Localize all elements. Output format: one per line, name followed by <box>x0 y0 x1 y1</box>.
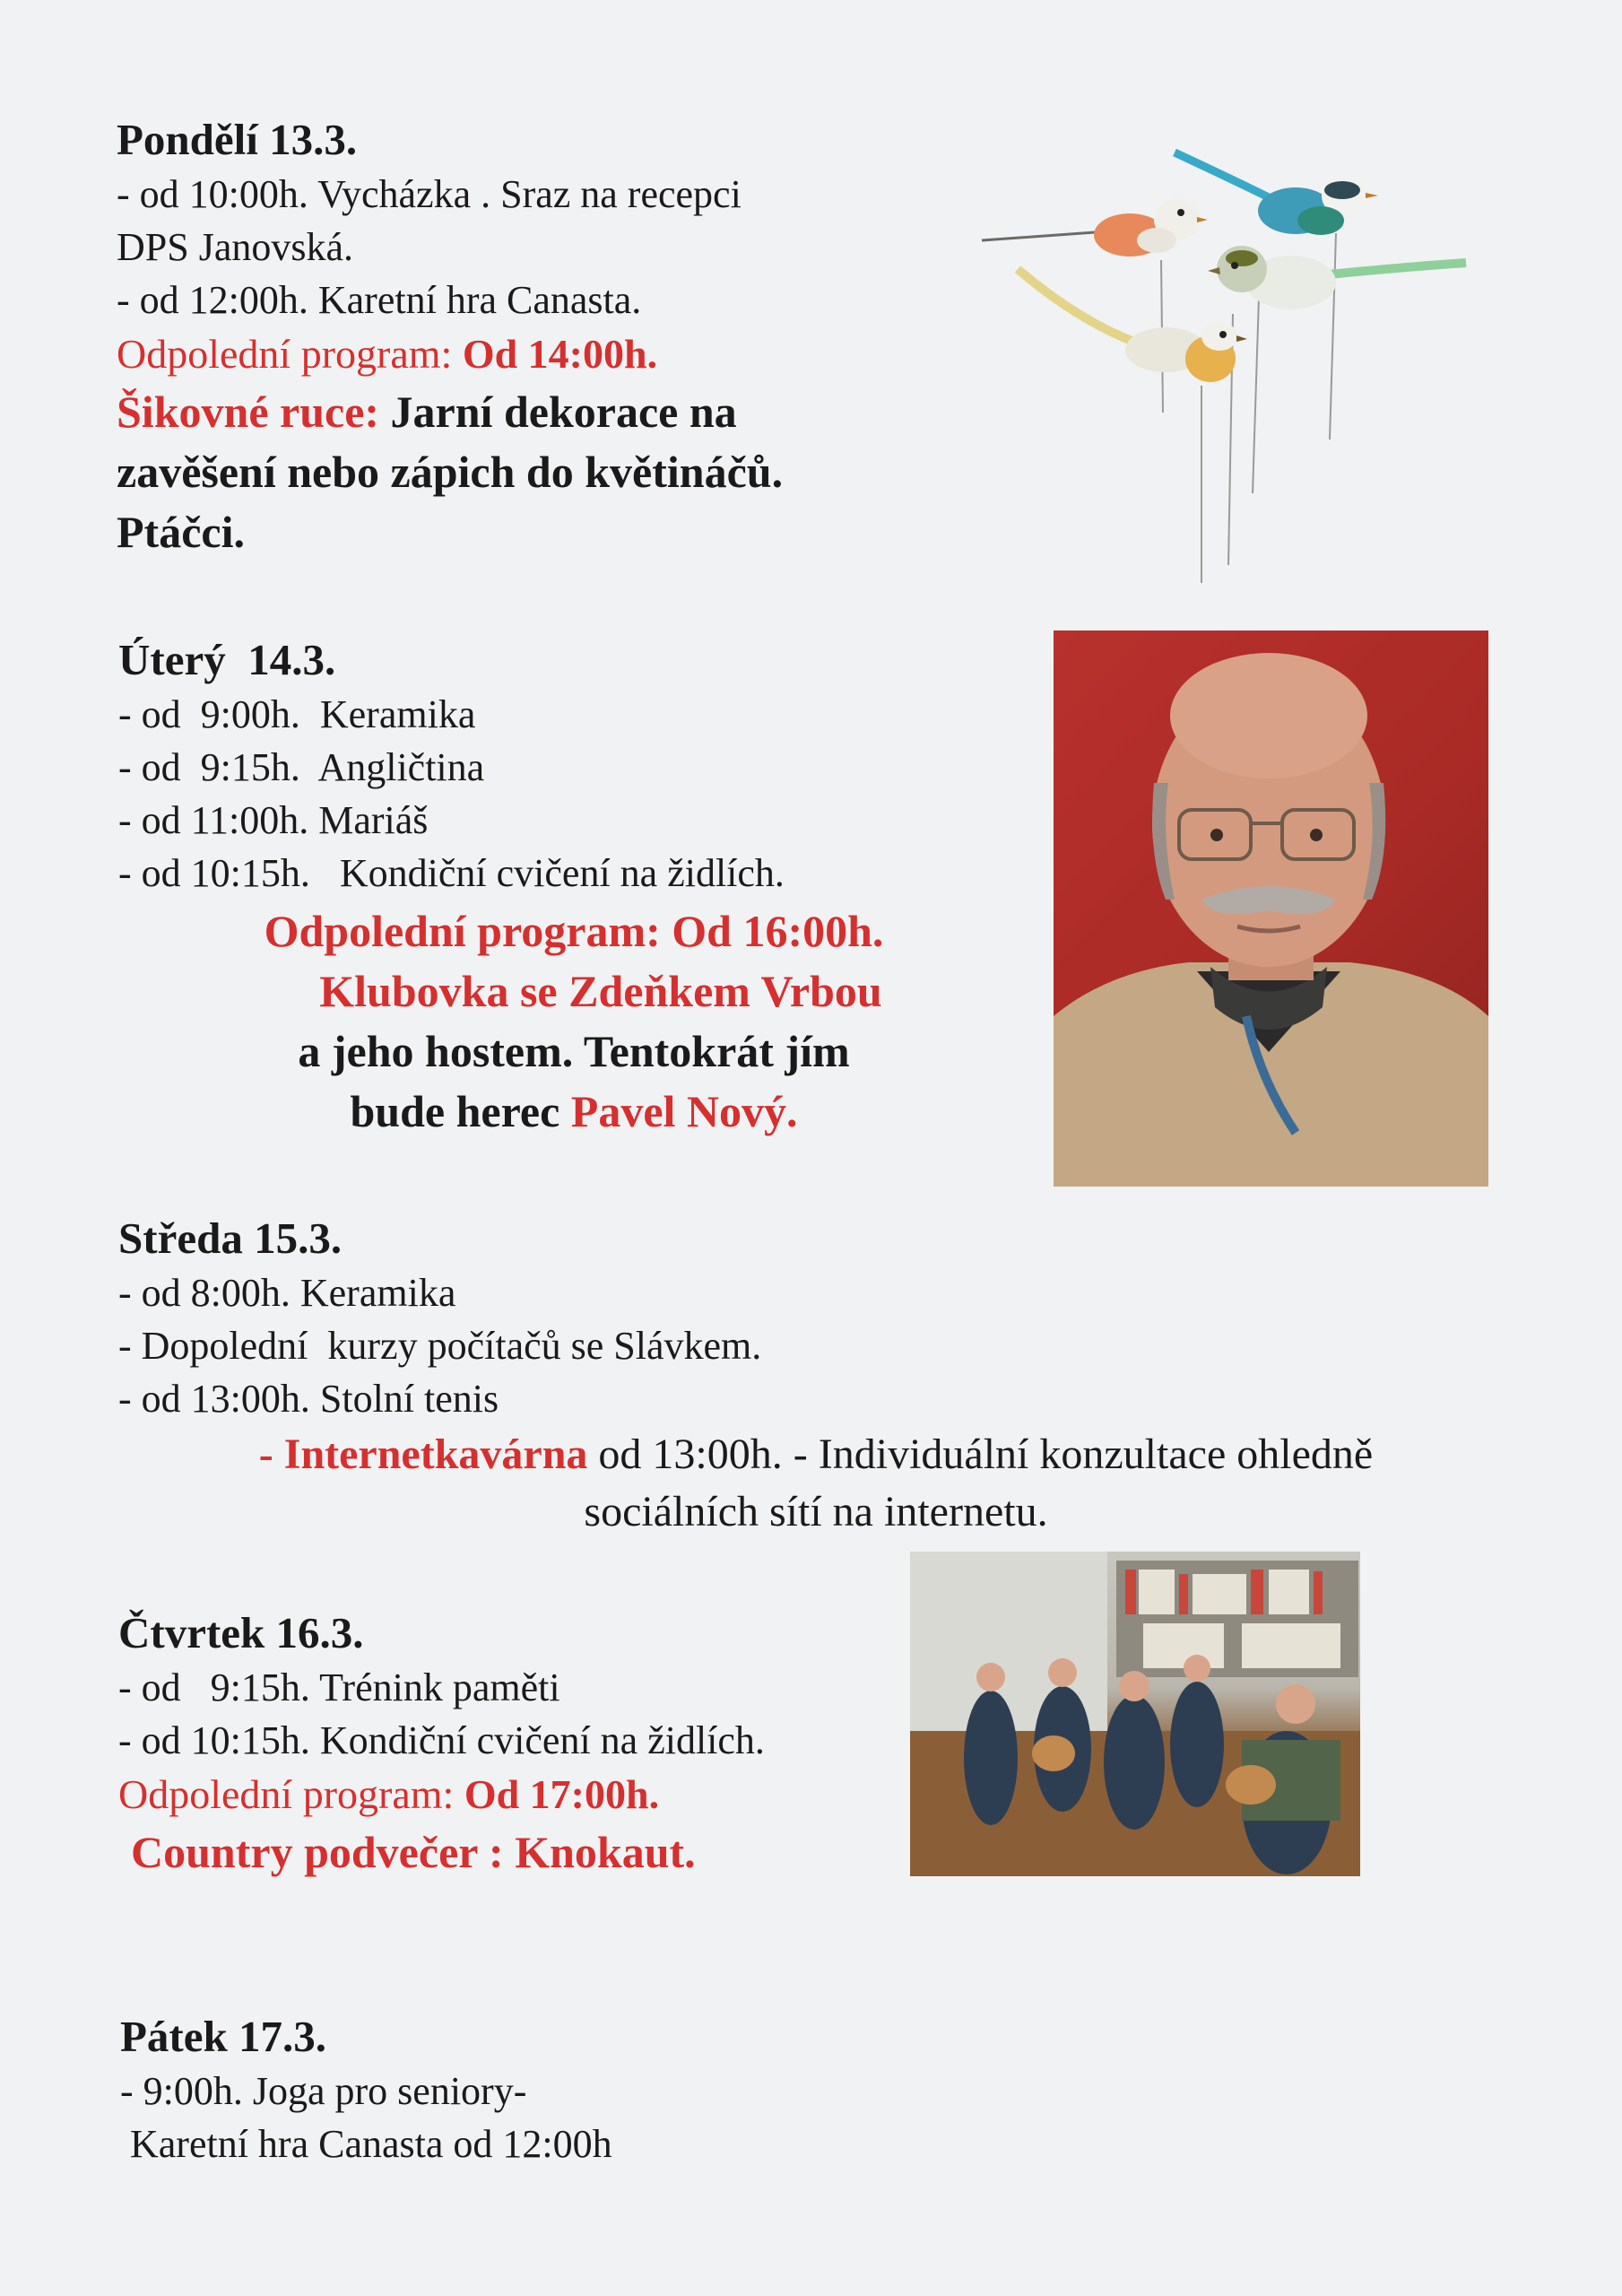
monday-heading: Pondělí 13.3. <box>117 115 358 164</box>
monday-line-2: DPS Janovská. <box>117 225 354 269</box>
tuesday-actor-name: Pavel Nový. <box>570 1086 798 1136</box>
thursday-line-1: - od 9:15h. Trénink paměti <box>118 1665 560 1709</box>
band-photo <box>910 1552 1360 1876</box>
thursday-afternoon-label: Odpolední program: <box>118 1771 464 1817</box>
teal-bird-icon <box>1175 152 1378 235</box>
tuesday-heading: Úterý 14.3. <box>118 635 336 684</box>
monday-line-3: - od 12:00h. Karetní hra Canasta. <box>117 278 642 322</box>
thursday-section <box>118 1605 765 1883</box>
thursday-line-2: - od 10:15h. Kondiční cvičení na židlích. <box>118 1718 765 1762</box>
orange-bird-icon <box>982 199 1208 257</box>
tuesday-line-2: - od 9:15h. Angličtina <box>118 745 485 789</box>
monday-line-1: - od 10:00h. Vycházka . Sraz na recepci <box>117 172 742 216</box>
monday-craft-text-2: zavěšení nebo zápich do květináčů. <box>117 447 784 497</box>
wednesday-internet-text: od 13:00h. - Individuální konzultace ohledně <box>587 1431 1374 1478</box>
tuesday-actor <box>161 1082 986 1142</box>
friday-section <box>120 2009 612 2170</box>
tuesday-club: Klubovka se Zdeňkem Vrbou <box>319 966 882 1016</box>
monday-craft <box>117 382 783 442</box>
monday-craft-label: Šikovné ruce: <box>117 387 391 437</box>
wednesday-section <box>118 1211 761 1425</box>
wednesday-internet-text-2: sociálních sítí na internetu. <box>584 1488 1048 1535</box>
birds-decoration-image <box>973 135 1484 583</box>
monday-section <box>117 112 783 562</box>
tuesday-section <box>118 632 785 900</box>
monday-craft-text-1: Jarní dekorace na <box>390 387 737 437</box>
green-bird-icon <box>1208 246 1466 309</box>
portrait-photo <box>1054 631 1488 1187</box>
yellow-bird-icon <box>1018 269 1247 382</box>
friday-line-1: - 9:00h. Joga pro seniory- <box>120 2069 527 2113</box>
wednesday-internet-label: - Internetkavárna <box>258 1431 588 1478</box>
monday-afternoon <box>117 326 783 382</box>
tuesday-afternoon: Odpolední program: Od 16:00h. <box>264 906 884 956</box>
tuesday-actor-prefix: bude herec <box>350 1086 571 1136</box>
wednesday-internet <box>117 1426 1515 1483</box>
monday-afternoon-time: Od 14:00h. <box>462 331 658 377</box>
tuesday-guest-line: a jeho hostem. Tentokrát jím <box>298 1026 850 1076</box>
wednesday-internet-block <box>117 1426 1515 1541</box>
wednesday-heading: Středa 15.3. <box>118 1213 343 1263</box>
friday-line-2: Karetní hra Canasta od 12:00h <box>120 2122 612 2166</box>
thursday-afternoon <box>118 1767 765 1822</box>
monday-afternoon-label: Odpolední program: <box>117 331 463 377</box>
tuesday-afternoon-block <box>161 901 986 1142</box>
wednesday-line-2: - Dopolední kurzy počítačů se Slávkem. <box>118 1324 762 1368</box>
tuesday-line-3: - od 11:00h. Mariáš <box>118 798 429 842</box>
wednesday-line-1: - od 8:00h. Keramika <box>118 1271 456 1315</box>
tuesday-line-1: - od 9:00h. Keramika <box>118 692 476 736</box>
monday-craft-text-3: Ptáčci. <box>117 507 245 557</box>
thursday-heading: Čtvrtek 16.3. <box>118 1608 364 1657</box>
wednesday-line-3: - od 13:00h. Stolní tenis <box>118 1377 499 1421</box>
friday-heading: Pátek 17.3. <box>120 2012 326 2061</box>
tuesday-line-4: - od 10:15h. Kondiční cvičení na židlích. <box>118 851 785 895</box>
thursday-afternoon-time: Od 17:00h. <box>464 1771 660 1817</box>
thursday-event: Country podvečer : Knokaut. <box>131 1827 696 1877</box>
